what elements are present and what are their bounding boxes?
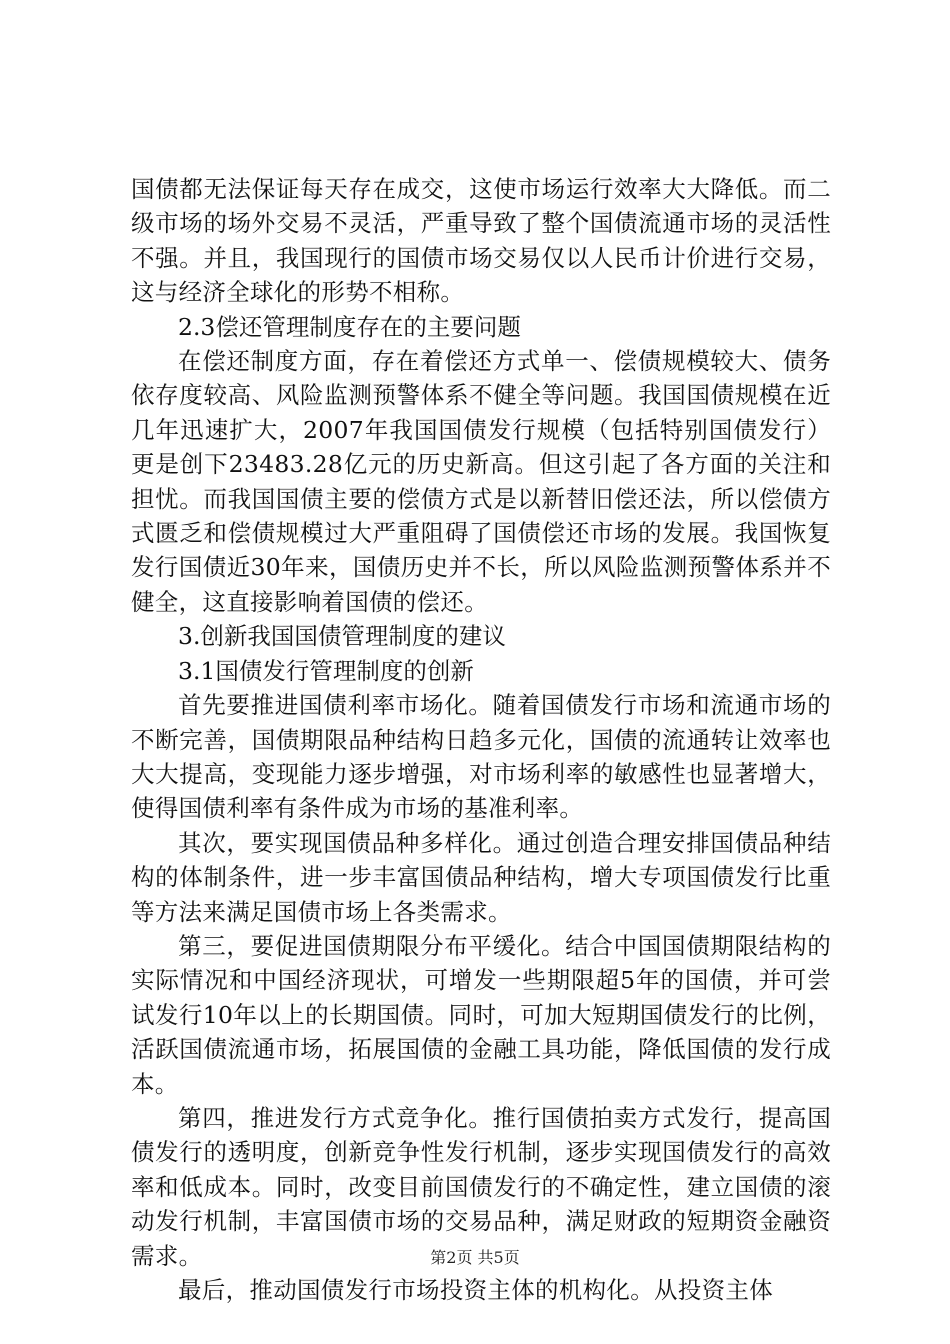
paragraph: 最后，推动国债发行市场投资主体的机构化。从投资主体 <box>178 1276 773 1304</box>
paragraph: 国债都无法保证每天存在成交，这使市场运行效率大大降低。而二级市场的场外交易不灵活，严重导致了整个国债流通市场的灵活性不强。并且，我国现行的国债市场交易仅以人民币计价进行交易，这与经济全球化的形势不相称。 <box>131 175 831 307</box>
paragraph: 在偿还制度方面，存在着偿还方式单一、偿债规模较大、债务依存度较高、风险监测预警体系不健全等问题。我国国债规模在近几年迅速扩大，2007年我国国债发行规模（包括特别国债发行）更是创下23483.28亿元的历史新高。但这引起了各方面的关注和担忧。而我国国债主要的偿债方式是以新替旧偿还法，所以偿债方式匮乏和偿债规模过大严重阻碍了国债偿还市场的发展。我国恢复发行国债近30年来，国债历史并不长，所以风险监测预警体系并不健全，这直接影响着国债的偿还。 <box>131 347 831 616</box>
subsection-heading: 3.1国债发行管理制度的创新 <box>178 656 474 685</box>
document-body <box>131 172 831 1307</box>
page-footer: 第2页 共5页 <box>430 1248 520 1267</box>
paragraph: 首先要推进国债利率市场化。随着国债发行市场和流通市场的不断完善，国债期限品种结构日趋多元化，国债的流通转让效率也大大提高，变现能力逐步增强，对市场利率的敏感性也显著增大，使得国债利率有条件成为市场的基准利率。 <box>131 691 831 823</box>
paragraph: 第三，要促进国债期限分布平缓化。结合中国国债期限结构的实际情况和中国经济现状，可增发一些期限超5年的国债，并可尝试发行10年以上的长期国债。同时，可加大短期国债发行的比例，活跃国债流通市场，拓展国债的金融工具功能，降低国债的发行成本。 <box>131 931 831 1098</box>
paragraph: 其次，要实现国债品种多样化。通过创造合理安排国债品种结构的体制条件，进一步丰富国债品种结构，增大专项国债发行比重等方法来满足国债市场上各类需求。 <box>131 828 831 926</box>
section-heading: 3.创新我国国债管理制度的建议 <box>178 622 506 651</box>
section-heading: 2.3偿还管理制度存在的主要问题 <box>178 312 521 341</box>
paragraph: 第四，推进发行方式竞争化。推行国债拍卖方式发行，提高国债发行的透明度，创新竞争性发行机制，逐步实现国债发行的高效率和低成本。同时，改变目前国债发行的不确定性，建立国债的滚动发行机制，丰富国债市场的交易品种，满足财政的短期资金融资需求。 <box>131 1103 831 1270</box>
